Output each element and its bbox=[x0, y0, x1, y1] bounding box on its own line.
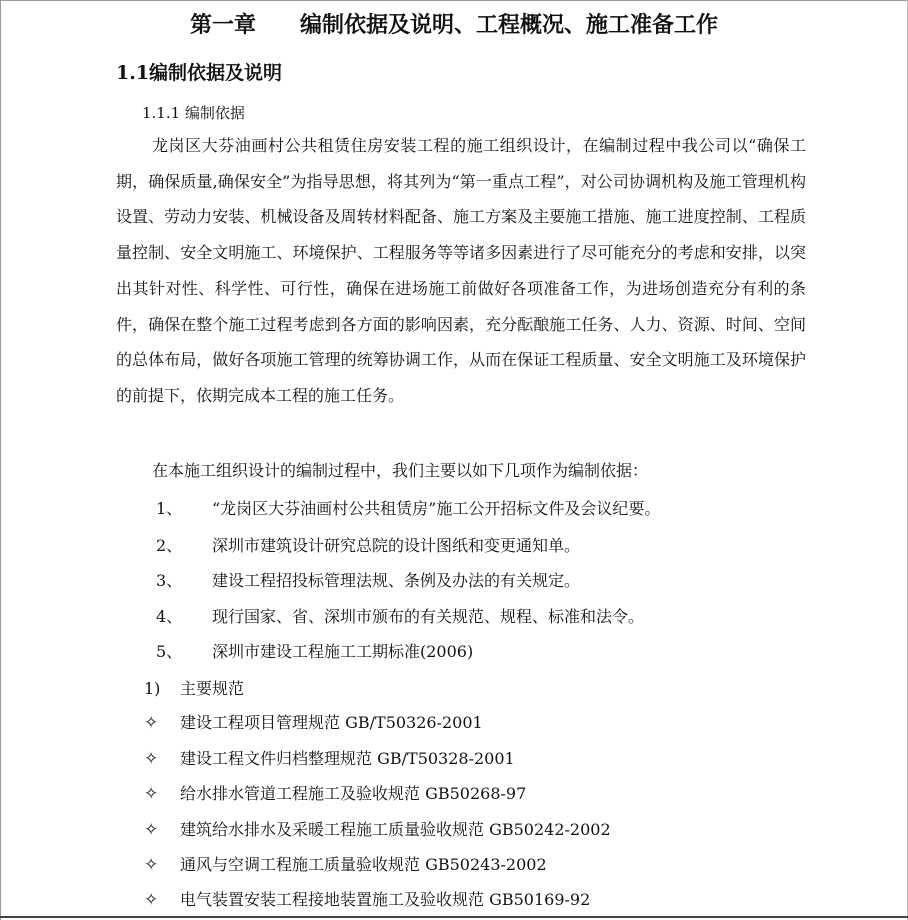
basis-list-text: 深圳市建设工程施工工期标准(2006) bbox=[212, 642, 474, 661]
basis-list-index: 5、 bbox=[156, 642, 183, 661]
standard-text: 通风与空调工程施工质量验收规范 GB50243-2002 bbox=[180, 855, 547, 874]
standard-list-item bbox=[144, 852, 547, 875]
chapter-title-text: 编制依据及说明、工程概况、施工准备工作 bbox=[300, 12, 719, 38]
standards-heading-index: 1) bbox=[144, 679, 161, 698]
standard-list-item bbox=[144, 817, 611, 840]
basis-list-text: 现行国家、省、深圳市颁布的有关规范、规程、标准和法令。 bbox=[212, 607, 645, 626]
standard-list-item bbox=[144, 781, 526, 804]
standard-text: 建设工程项目管理规范 GB/T50326-2001 bbox=[180, 713, 483, 732]
basis-list-item bbox=[156, 639, 473, 662]
chapter-number: 第一章 bbox=[189, 12, 256, 38]
basis-list-index: 4、 bbox=[156, 607, 183, 626]
intro-paragraph: 龙岗区大芬油画村公共租赁住房安装工程的施工组织设计，在编制过程中我公司以“确保工期，确保质量,确保安全”为指导思想，将其列为“第一重点工程”，对公司协调机构及施工管理机构设置、劳动力安装、机械设备及周转材料配备、施工方案及主要施工措施、施工进度控制、工程质量控制、安全文明施工、环境保护、工程服务等等诸多因素进行了尽可能充分的考虑和安排，以突出其针对性、科学性、可行性，确保在进场施工前做好各项准备工作，为进场创造充分有利的条件，确保在整个施工过程考虑到各方面的影响因素，充分酝酿施工任务、人力、资源、时间、空间的总体布局，做好各项施工管理的统筹协调工作，从而在保证工程质量、安全文明施工及环境保护的前提下，依期完成本工程的施工任务。 bbox=[116, 136, 806, 405]
standard-list-item bbox=[144, 887, 590, 910]
standard-list-item bbox=[144, 746, 515, 769]
basis-list-item bbox=[156, 604, 644, 627]
diamond-bullet-icon: ✧ bbox=[144, 784, 159, 804]
basis-list-text: “龙岗区大芬油画村公共租赁房”施工公开招标文件及会议纪要。 bbox=[212, 499, 661, 518]
diamond-bullet-icon: ✧ bbox=[144, 749, 159, 769]
subsection-title: 1.1.1 编制依据 bbox=[142, 104, 245, 122]
standard-text: 建筑给水排水及采暖工程施工质量验收规范 GB50242-2002 bbox=[180, 820, 611, 839]
standards-heading bbox=[144, 676, 244, 699]
basis-list-item bbox=[156, 568, 580, 591]
chapter-title bbox=[0, 8, 908, 39]
basis-list-text: 建设工程招投标管理法规、条例及办法的有关规定。 bbox=[212, 571, 581, 590]
basis-intro-paragraph: 在本施工组织设计的编制过程中，我们主要以如下几项作为编制依据： bbox=[152, 461, 649, 480]
standards-heading-text: 主要规范 bbox=[180, 679, 245, 698]
basis-list-index: 2、 bbox=[156, 536, 183, 555]
standard-list-item bbox=[144, 710, 483, 733]
standard-text: 电气装置安装工程接地装置施工及验收规范 GB50169-92 bbox=[180, 890, 591, 909]
basis-list-index: 1、 bbox=[156, 499, 183, 518]
section-title: 1.1编制依据及说明 bbox=[116, 62, 283, 84]
basis-list-text: 深圳市建筑设计研究总院的设计图纸和变更通知单。 bbox=[212, 536, 581, 555]
diamond-bullet-icon: ✧ bbox=[144, 890, 159, 910]
diamond-bullet-icon: ✧ bbox=[144, 713, 159, 733]
standard-text: 建设工程文件归档整理规范 GB/T50328-2001 bbox=[180, 749, 515, 768]
diamond-bullet-icon: ✧ bbox=[144, 820, 159, 840]
basis-list-item bbox=[156, 533, 580, 556]
diamond-bullet-icon: ✧ bbox=[144, 855, 159, 875]
basis-list-item bbox=[156, 496, 660, 519]
standard-text: 给水排水管道工程施工及验收规范 GB50268-97 bbox=[180, 784, 527, 803]
basis-list-index: 3、 bbox=[156, 571, 183, 590]
